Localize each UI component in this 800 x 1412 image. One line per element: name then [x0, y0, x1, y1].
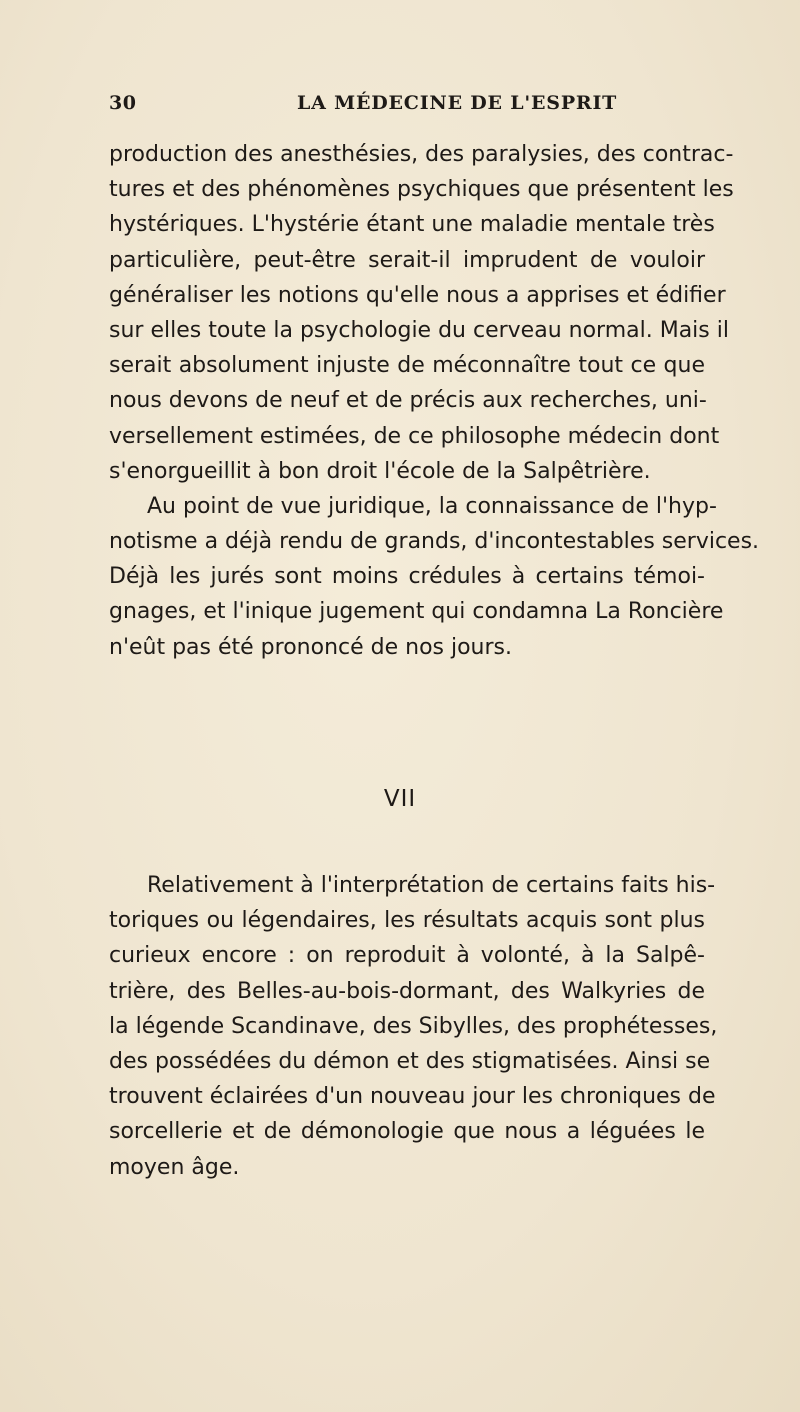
text-line: gnages, et l'inique jugement qui condamna La Roncière [109, 599, 724, 625]
text-line: toriques ou légendaires, les résultats acquis sont plus [109, 908, 705, 934]
text-line: trière, des Belles-au-bois-dormant, des Walkyries de [109, 978, 705, 1004]
text-line: sur elles toute la psychologie du cerveau normal. Mais il [109, 317, 729, 343]
text-line: serait absolument injuste de méconnaître tout ce que [109, 353, 705, 379]
paragraph-block-1 [109, 137, 760, 665]
text-line: des possédées du démon et des stigmatisées. Ainsi se [109, 1048, 711, 1074]
text-line: tures et des phénomènes psychiques que présentent les [109, 177, 734, 203]
section-heading: VII [383, 786, 417, 812]
text-line: la légende Scandinave, des Sibylles, des prophétesses, [109, 1013, 718, 1039]
text-line: trouvent éclairées d'un nouveau jour les chroniques de [109, 1084, 716, 1110]
text-line: production des anesthésies, des paralysies, des contrac- [109, 142, 734, 167]
text-line: moyen âge. [109, 1154, 240, 1180]
text-line: notisme a déjà rendu de grands, d'incontestables services. [109, 529, 760, 555]
text-line: particulière, peut-être serait-il imprudent de vouloir [109, 247, 705, 273]
text-line: curieux encore : on reproduit à volonté, à la Salpê- [109, 943, 705, 969]
text-line: Relativement à l'interprétation de certains faits his- [147, 873, 716, 898]
text-line: n'eût pas été prononcé de nos jours. [109, 634, 513, 660]
paragraph-block-2 [109, 868, 718, 1185]
page-number: 30 [109, 92, 137, 114]
text-line: Au point de vue juridique, la connaissance de l'hyp- [147, 493, 717, 519]
text-line: hystériques. L'hystérie étant une maladie mentale très [109, 212, 715, 238]
text-line: s'enorgueillit à bon droit l'école de la Salpêtrière. [109, 458, 651, 484]
text-line: Déjà les jurés sont moins crédules à certains témoi- [109, 564, 705, 590]
page-header [109, 92, 703, 120]
text-line: versellement estimées, de ce philosophe médecin dont [109, 423, 720, 449]
text-line: nous devons de neuf et de précis aux recherches, uni- [109, 388, 707, 414]
text-line: généraliser les notions qu'elle nous a apprises et édifier [109, 282, 726, 308]
running-title: LA MÉDECINE DE L'ESPRIT [297, 92, 618, 114]
text-line: sorcellerie et de démonologie que nous a léguées le [109, 1119, 705, 1145]
